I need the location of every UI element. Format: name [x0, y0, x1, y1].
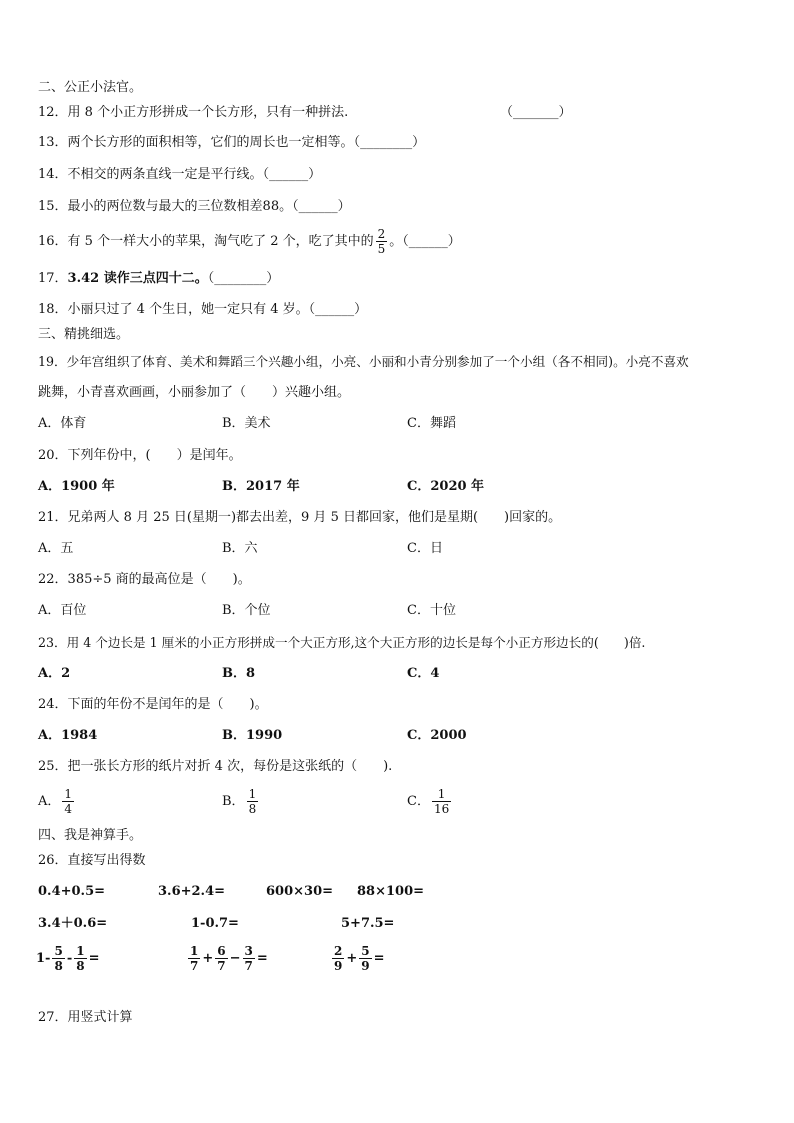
- question-20: 20．下列年份中，( ）是闰年。: [38, 448, 242, 463]
- q21-option-b[interactable]: B．六: [222, 541, 258, 556]
- q23-option-b[interactable]: B．8: [222, 666, 256, 681]
- q19-option-c[interactable]: C．舞蹈: [407, 416, 456, 431]
- question-16: 16．有 5 个一样大小的苹果，淘气吃了 2 个，吃了其中的 $\frac{2}{5}$ 。（______）: [38, 227, 461, 256]
- fraction: $\frac{2}{9}$: [334, 944, 343, 973]
- calc-fraction-item: $\frac{2}{9}$ + $\frac{5}{9}$ =: [334, 944, 385, 973]
- question-text: 最小的两位数与最大的三位数相差88。: [67, 199, 293, 214]
- question-14: [38, 166, 321, 184]
- question-text: 两个长方形的面积相等，它们的周长也一定相等。: [67, 135, 354, 150]
- q21-option-c[interactable]: C．日: [407, 541, 443, 556]
- question-number: 14．: [38, 167, 68, 182]
- q21-option-a[interactable]: A．五: [38, 541, 74, 556]
- q24-option-c[interactable]: C．2000: [407, 728, 467, 743]
- fraction: $\frac{3}{7}$: [244, 944, 253, 973]
- q20-option-b[interactable]: B．2017 年: [222, 479, 300, 494]
- calc-item: 0.4+0.5=: [38, 884, 106, 899]
- question-26-title: 26．直接写出得数: [38, 853, 146, 868]
- fraction: $\frac{5}{9}$: [361, 944, 370, 973]
- question-17: [38, 270, 279, 288]
- question-number: 13．: [38, 135, 68, 150]
- section-3-heading: 三、精挑细选。: [38, 327, 130, 342]
- question-number: 12．: [38, 105, 68, 120]
- section-2-heading: 二、公正小法官。: [38, 80, 143, 95]
- question-number: 16．: [38, 234, 68, 249]
- answer-blank[interactable]: （______）: [308, 302, 368, 317]
- question-19-line-1: 19．少年宫组织了体育、美术和舞蹈三个兴趣小组，小亮、小丽和小青分别参加了一个小组（各不相同)。小亮不喜欢: [38, 354, 689, 369]
- question-text: 有 5 个一样大小的苹果，淘气吃了 2 个，吃了其中的: [67, 234, 374, 249]
- question-text: 用 8 个小正方形拼成一个长方形，只有一种拼法.: [67, 105, 349, 120]
- q22-option-b[interactable]: B．个位: [222, 603, 271, 618]
- calc-item: 5+7.5=: [341, 916, 395, 931]
- fraction: $\frac{1}{8}$: [76, 944, 85, 973]
- calc-item: 3.6+2.4=: [158, 884, 226, 899]
- q25-option-b[interactable]: B． $\frac{1}{8}$: [222, 787, 257, 816]
- question-number: 17．: [38, 271, 68, 286]
- answer-blank[interactable]: （______）: [402, 234, 461, 249]
- fraction: $\frac{1}{4}$: [64, 787, 73, 816]
- question-24: 24．下面的年份不是闰年的是（ )。: [38, 697, 268, 712]
- calc-item: 1-0.7=: [191, 916, 239, 931]
- calc-item: 3.4＋0.6=: [38, 916, 108, 931]
- question-15: [38, 198, 351, 216]
- question-21: 21．兄弟两人 8 月 25 日(星期一)都去出差，9 月 5 日都回家，他们是星期( )回家的。: [38, 510, 562, 525]
- q23-option-a[interactable]: A．2: [38, 666, 71, 681]
- q20-option-c[interactable]: C．2020 年: [407, 479, 485, 494]
- calc-fraction-item: $\frac{1}{7}$ + $\frac{6}{7}$ − $\frac{3}{7}$ =: [190, 944, 268, 973]
- calc-item: 88×100=: [357, 884, 425, 899]
- fraction: $\frac{6}{7}$: [217, 944, 226, 973]
- question-text: 3.42 读作三点四十二。: [67, 271, 208, 286]
- answer-blank[interactable]: （________）: [207, 271, 280, 286]
- question-23: 23．用 4 个边长是 1 厘米的小正方形拼成一个大正方形,这个大正方形的边长是每个小正方形边长的( )倍.: [38, 635, 646, 650]
- q25-option-c[interactable]: C． $\frac{1}{16}$: [407, 787, 450, 816]
- question-number: 18．: [38, 302, 68, 317]
- section-4-heading: 四、我是神算手。: [38, 828, 143, 843]
- question-12: [38, 104, 572, 122]
- question-13: [38, 134, 425, 152]
- q22-option-c[interactable]: C．十位: [407, 603, 456, 618]
- fraction: $\frac{1}{8}$: [248, 787, 257, 816]
- q23-option-c[interactable]: C．4: [407, 666, 440, 681]
- answer-blank[interactable]: （_______）: [500, 105, 572, 120]
- answer-blank[interactable]: （______）: [292, 199, 351, 214]
- q19-option-a[interactable]: A．体育: [38, 416, 87, 431]
- q19-option-b[interactable]: B．美术: [222, 416, 271, 431]
- q20-option-a[interactable]: A．1900 年: [38, 479, 115, 494]
- q24-option-a[interactable]: A．1984: [38, 728, 98, 743]
- calc-item: 600×30=: [266, 884, 334, 899]
- question-22: 22．385÷5 商的最高位是（ )。: [38, 572, 251, 587]
- answer-blank[interactable]: （________）: [353, 135, 426, 150]
- q22-option-a[interactable]: A．百位: [38, 603, 87, 618]
- fraction: $\frac{1}{16}$: [433, 787, 450, 816]
- q25-option-a[interactable]: A． $\frac{1}{4}$: [38, 787, 73, 816]
- calc-fraction-item: 1- $\frac{5}{8}$ - $\frac{1}{8}$ =: [36, 944, 100, 973]
- fraction: $\frac{2}{5}$: [377, 227, 386, 256]
- question-25: 25．把一张长方形的纸片对折 4 次，每份是这张纸的（ ).: [38, 759, 393, 774]
- question-text: 小丽只过了 4 个生日，她一定只有 4 岁。: [67, 302, 309, 317]
- question-text: 不相交的两条直线一定是平行线。: [67, 167, 263, 182]
- fraction: $\frac{5}{8}$: [54, 944, 63, 973]
- question-number: 15．: [38, 199, 68, 214]
- question-27-title: 27．用竖式计算: [38, 1010, 133, 1025]
- question-18: [38, 301, 367, 319]
- fraction: $\frac{1}{7}$: [190, 944, 199, 973]
- answer-blank[interactable]: （______）: [262, 167, 322, 182]
- q24-option-b[interactable]: B．1990: [222, 728, 283, 743]
- question-19-line-2: 跳舞，小青喜欢画画，小丽参加了（ ）兴趣小组。: [38, 385, 351, 400]
